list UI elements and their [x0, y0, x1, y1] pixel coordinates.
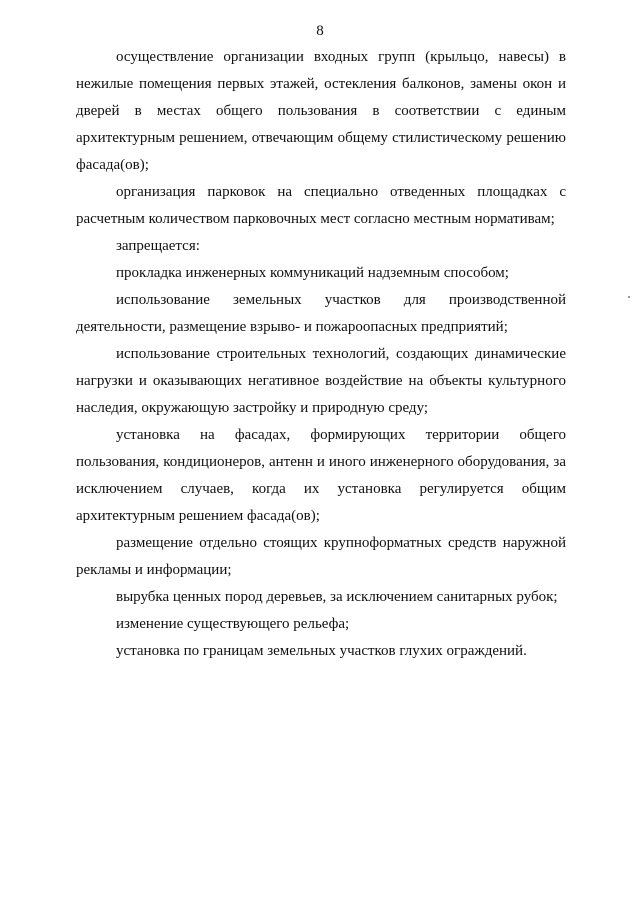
paragraph-parking: организация парковок на специально отведенных площадках с расчетным количеством парковочных мест согласно местным нормативам;	[76, 184, 566, 227]
paragraph-tree-felling: вырубка ценных пород деревьев, за исключением санитарных рубок;	[116, 589, 558, 605]
paragraph-relief: изменение существующего рельефа;	[116, 616, 350, 632]
document-body	[76, 44, 566, 665]
paragraph-entrance-groups: осуществление организации входных групп (крыльцо, навесы) в нежилые помещения первых этажей, остекления балконов, замены окон и дверей в местах общего пользования в соответствии с единым архитектурным решением, отвечающим общему стилистическому решению фасада(ов);	[76, 49, 566, 173]
scan-mark	[628, 296, 630, 298]
paragraph-advertising: размещение отдельно стоящих крупноформатных средств наружной рекламы и информации;	[76, 535, 566, 578]
paragraph-facade-equipment: установка на фасадах, формирующих территории общего пользования, кондиционеров, антенн и иного инженерного оборудования, за исключением случаев, когда их установка регулируется общим архитектурным решением фасада(ов);	[76, 427, 566, 524]
page-number: 8	[316, 23, 324, 39]
paragraph-construction-tech: использование строительных технологий, создающих динамические нагрузки и оказывающих негативное воздействие на объекты культурного наследия, окружающую застройку и природную среду;	[76, 346, 566, 416]
paragraph-land-use: использование земельных участков для производственной деятельности, размещение взрыво- и пожароопасных предприятий;	[76, 292, 566, 335]
paragraph-utilities: прокладка инженерных коммуникаций надземным способом;	[116, 265, 509, 281]
paragraph-prohibited-heading: запрещается:	[116, 238, 200, 254]
paragraph-fences: установка по границам земельных участков глухих ограждений.	[116, 643, 527, 659]
